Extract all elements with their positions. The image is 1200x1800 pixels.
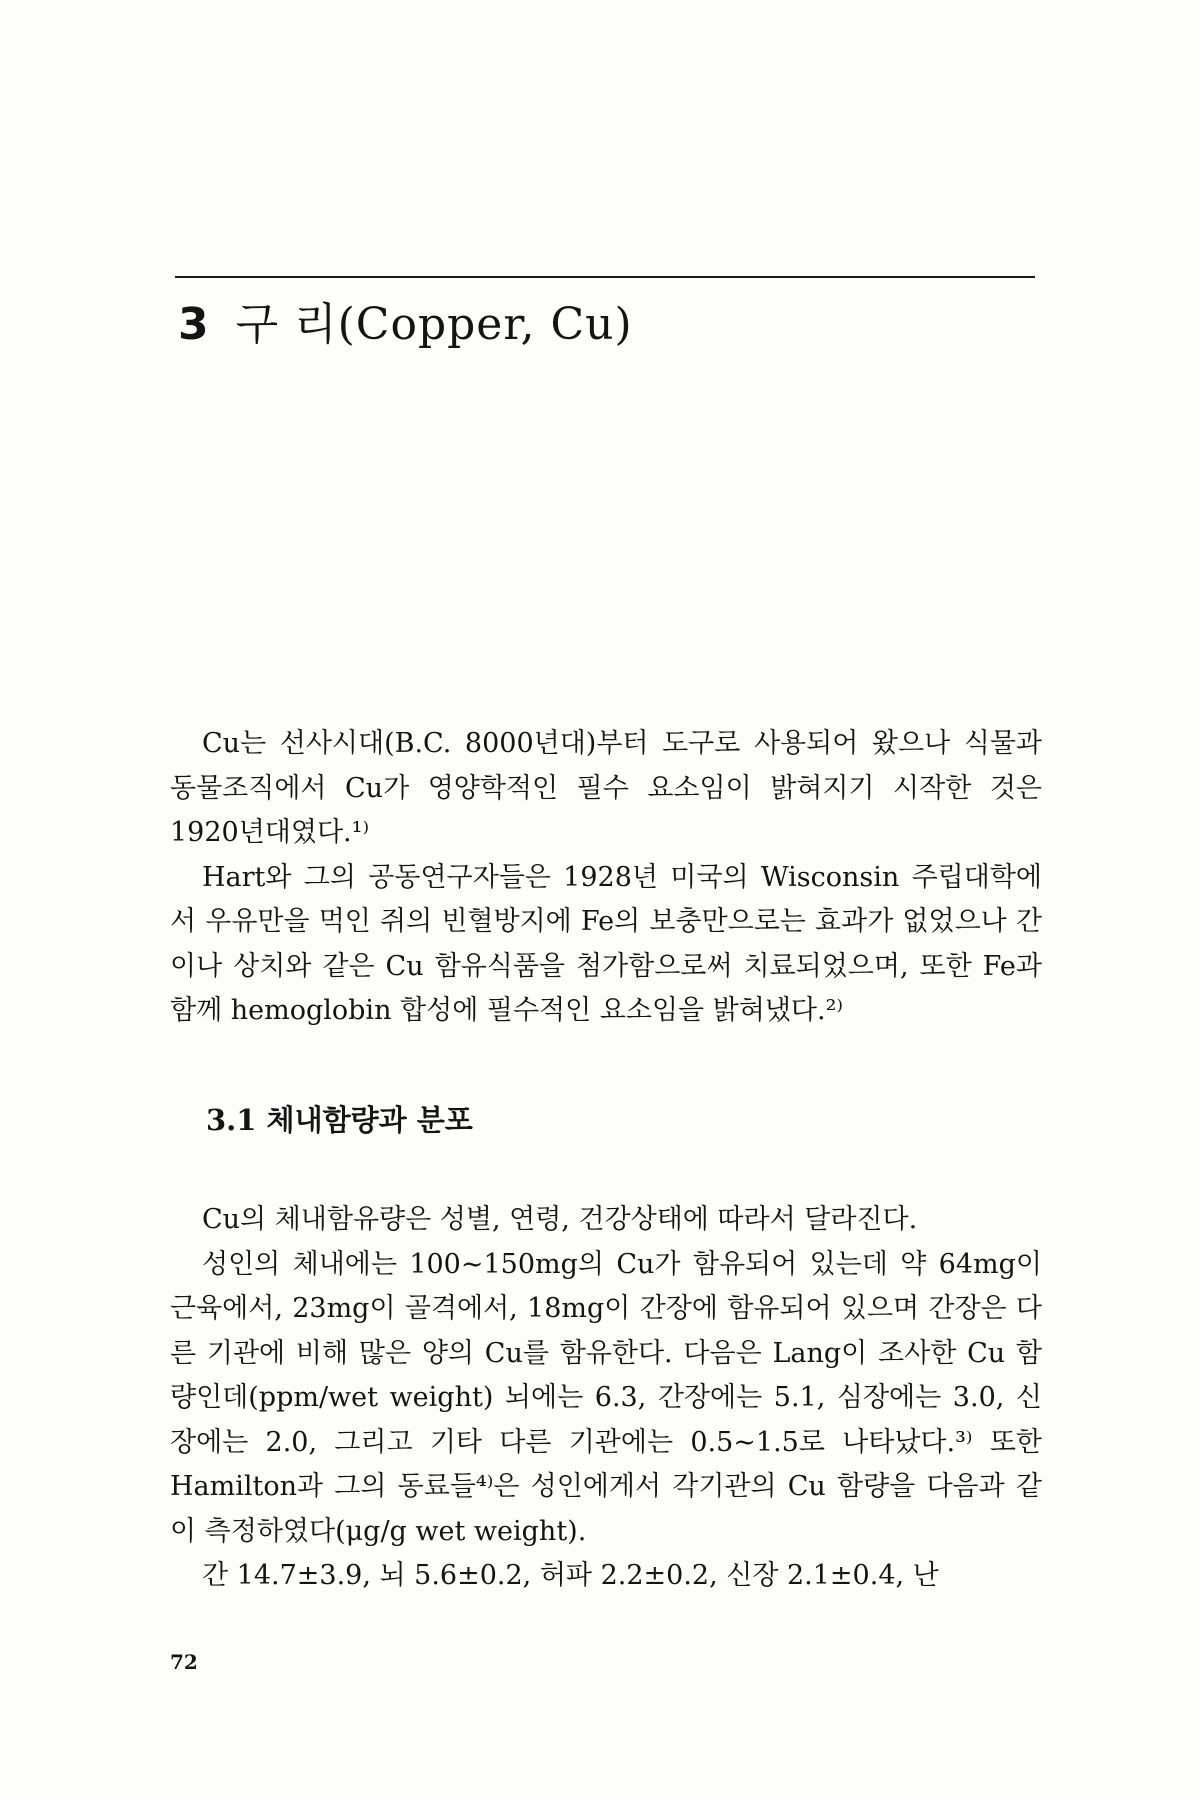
chapter-top-rule bbox=[175, 276, 1035, 278]
intro-text bbox=[170, 722, 1042, 1034]
paragraph: Cu는 선사시대(B.C. 8000년대)부터 도구로 사용되어 왔으나 식물과 동물조직에서 Cu가 영양학적인 필수 요소임이 밝혀지기 시작한 것은 1920년대였다.¹⁾ bbox=[170, 728, 1042, 848]
chapter-number: 3 bbox=[178, 299, 210, 350]
paragraph: 성인의 체내에는 100∼150mg의 Cu가 함유되어 있는데 약 64mg이 근육에서, 23mg이 골격에서, 18mg이 간장에 함유되어 있으며 간장은 다른 기관에 비해 많은 양의 Cu를 함유한다. 다음은 Lang이 조사한 Cu 함량인데(ppm/wet weight) 뇌에는 6.3, 간장에는 5.1, 심장에는 3.0, 신장에는 2.0, 그리고 기타 다른 기관에는 0.5∼1.5로 나타났다.³⁾ 또한 Hamilton과 그의 동료들⁴⁾은 성인에게서 각기관의 Cu 함량을 다음과 같이 측정하였다(μg/g wet weight). bbox=[170, 1248, 1042, 1547]
page-number: 72 bbox=[170, 1650, 198, 1674]
chapter-title bbox=[178, 288, 633, 352]
paragraph: 간 14.7±3.9, 뇌 5.6±0.2, 허파 2.2±0.2, 신장 2.1±0.4, 난 bbox=[202, 1560, 939, 1591]
paragraph: Cu의 체내함유량은 성별, 연령, 건강상태에 따라서 달라진다. bbox=[202, 1204, 918, 1235]
section-text bbox=[170, 1198, 1042, 1599]
chapter-title-text: 구 리(Copper, Cu) bbox=[235, 299, 633, 350]
paragraph: Hart와 그의 공동연구자들은 1928년 미국의 Wisconsin 주립대학에서 우유만을 먹인 쥐의 빈혈방지에 Fe의 보충만으로는 효과가 없었으나 간이나 상치와 같은 Cu 함유식품을 첨가함으로써 치료되었으며, 또한 Fe과 함께 hemoglobin 합성에 필수적인 요소임을 밝혀냈다.²⁾ bbox=[170, 861, 1042, 1026]
section-heading: 3.1 체내함량과 분포 bbox=[206, 1103, 473, 1137]
